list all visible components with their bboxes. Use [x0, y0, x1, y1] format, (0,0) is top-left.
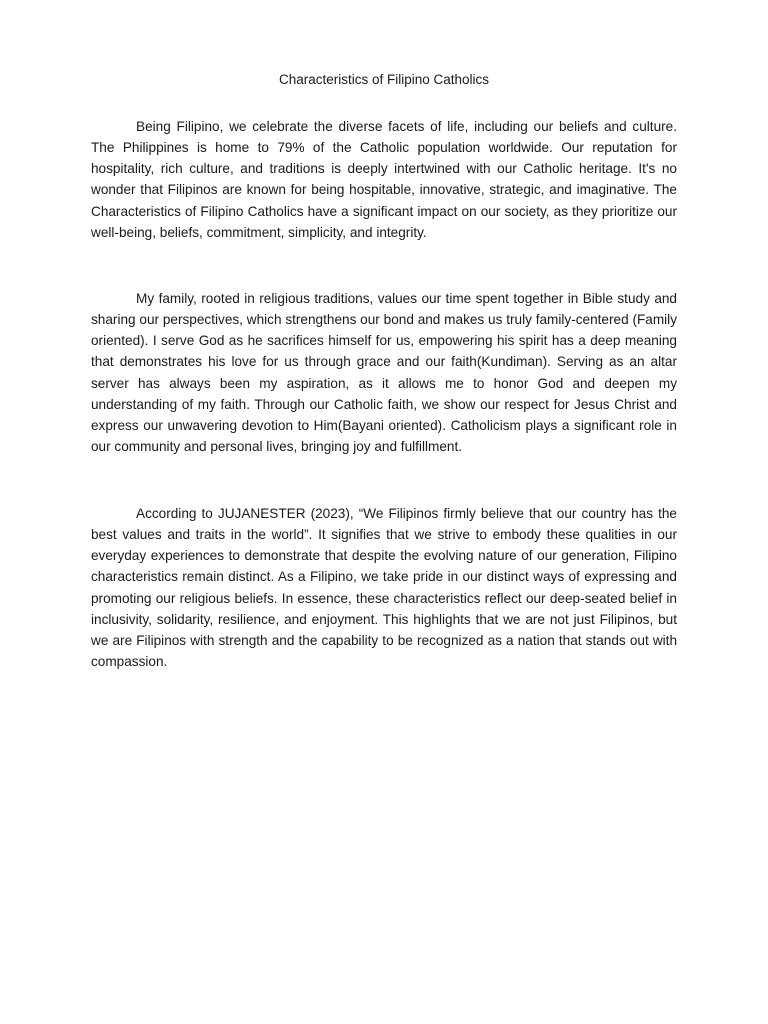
paragraph-conclusion: According to JUJANESTER (2023), “We Filipinos firmly believe that our country has the best values and traits in the world”. It signifies that we strive to embody these qualities in our everyday experiences to demonstrate that despite the evolving nature of our generation, Filipino characteristics remain distinct. As a Filipino, we take pride in our distinct ways of expressing and promoting our religious beliefs. In essence, these characteristics reflect our deep-seated belief in inclusivity, solidarity, resilience, and enjoyment. This highlights that we are not just Filipinos, but we are Filipinos with strength and the capability to be recognized as a nation that stands out with compassion.	[91, 506, 677, 670]
paragraph-family: My family, rooted in religious traditions, values our time spent together in Bible study and sharing our perspectives, which strengthens our bond and makes us truly family-centered (Family oriented). I serve God as he sacrifices himself for us, empowering his spirit has a deep meaning that demonstrates his love for us through grace and our faith(Kundiman). Serving as an altar server has always been my aspiration, as it allows me to honor God and deepen my understanding of my faith. Through our Catholic faith, we show our respect for Jesus Christ and express our unwavering devotion to Him(Bayani oriented). Catholicism plays a significant role in our community and personal lives, bringing joy and fulfillment.	[91, 291, 677, 455]
paragraph-intro: Being Filipino, we celebrate the diverse facets of life, including our beliefs and culture. The Philippines is home to 79% of the Catholic population worldwide. Our reputation for hospitality, rich culture, and traditions is deeply intertwined with our Catholic heritage. It's no wonder that Filipinos are known for being hospitable, innovative, strategic, and imaginative. The Characteristics of Filipino Catholics have a significant impact on our society, as they prioritize our well-being, beliefs, commitment, simplicity, and integrity.	[91, 119, 677, 240]
document-title: Characteristics of Filipino Catholics	[278, 72, 490, 87]
